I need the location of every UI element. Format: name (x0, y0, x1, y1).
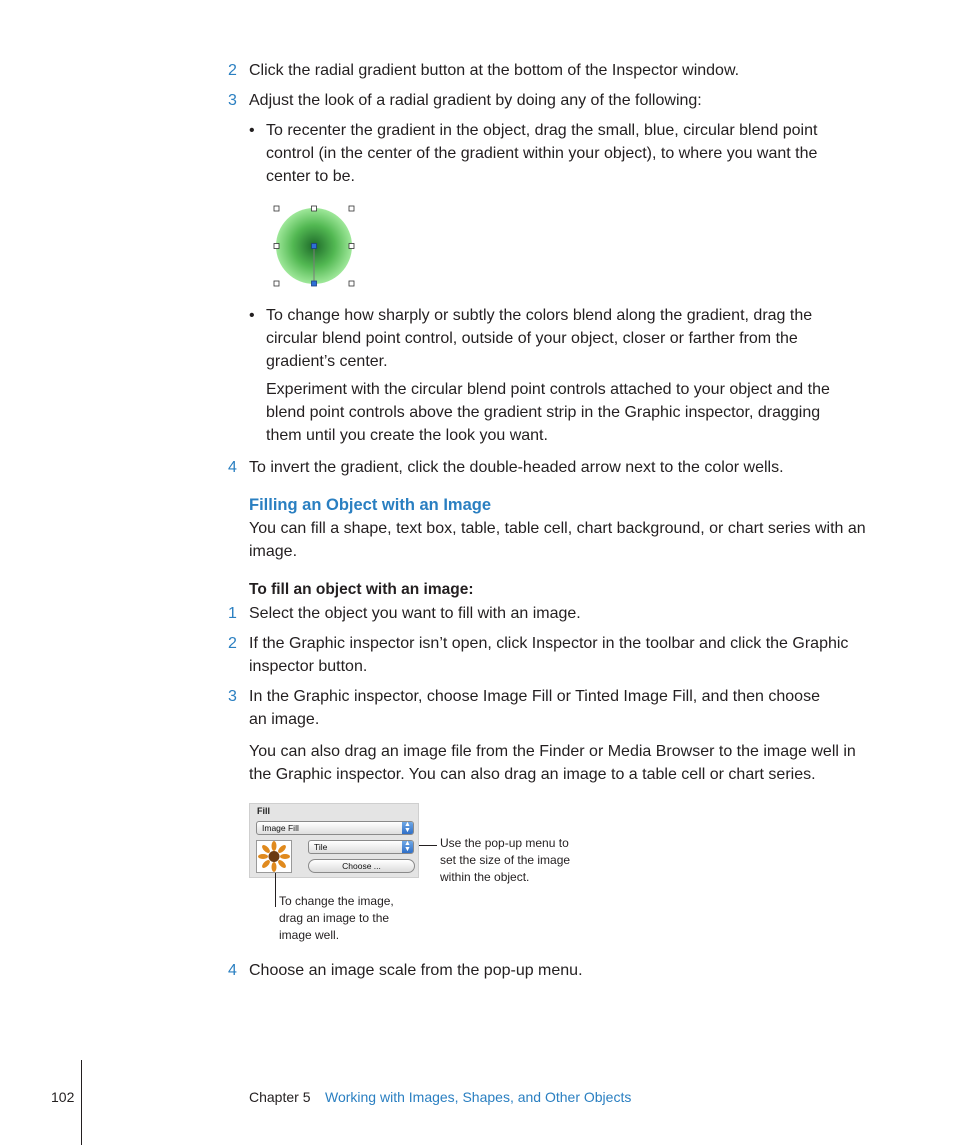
bullet-line: center to be. (266, 168, 355, 185)
scale-value: Tile (314, 842, 328, 852)
fill-type-value: Image Fill (262, 823, 299, 833)
section-heading: Filling an Object with an Image (249, 496, 492, 514)
fill-inspector-panel (249, 803, 419, 878)
edge-blend-point (312, 281, 317, 286)
step-number: 2 (228, 635, 237, 652)
step-text: Adjust the look of a radial gradient by doing any of the following: (249, 92, 702, 109)
intro-line: You can fill a shape, text box, table, table cell, chart background, or chart series with an (249, 520, 866, 537)
choose-button[interactable]: Choose ... (308, 859, 415, 873)
step-number: 4 (228, 459, 237, 476)
step-text: To invert the gradient, click the double-headed arrow next to the color wells. (249, 459, 784, 476)
also-line: You can also drag an image file from the Finder or Media Browser to the image well in (249, 743, 856, 760)
callout-text: drag an image to the (279, 911, 390, 925)
bullet-line: control (in the center of the gradient within your object), to where you want the (266, 145, 818, 162)
fill-type-popup[interactable] (256, 821, 414, 835)
center-blend-point (312, 244, 317, 249)
callout-text: Use the pop-up menu to (440, 836, 569, 850)
step-number: 3 (228, 688, 237, 705)
radial-gradient-figure (270, 203, 358, 291)
fill-label: Fill (257, 806, 270, 816)
popup-arrows-icon: ▲ ▼ (402, 841, 413, 853)
step-text: an image. (249, 711, 320, 728)
step-text: Click the radial gradient button at the bottom of the Inspector window. (249, 62, 740, 79)
step-text: If the Graphic inspector isn’t open, click Inspector in the toolbar and click the Graphic (249, 635, 849, 652)
page-number: 102 (51, 1089, 75, 1105)
bullet-marker: • (249, 307, 255, 324)
image-well[interactable] (256, 840, 292, 873)
step-text: In the Graphic inspector, choose Image Fill or Tinted Image Fill, and then choose (249, 688, 820, 705)
experiment-line: them until you create the look you want. (266, 427, 548, 444)
callout-text: image well. (279, 928, 340, 942)
bullet-line: To change how sharply or subtly the colors blend along the gradient, drag the (266, 307, 813, 324)
step-text: Select the object you want to fill with an image. (249, 605, 581, 622)
experiment-line: blend point controls above the gradient strip in the Graphic inspector, dragging (266, 404, 821, 421)
also-line: the Graphic inspector. You can also drag an image to a table cell or chart series. (249, 766, 816, 783)
callout-text: within the object. (440, 870, 530, 884)
step-number: 3 (228, 92, 237, 109)
callout-text: set the size of the image (440, 853, 571, 867)
step-text: Choose an image scale from the pop-up menu. (249, 962, 583, 979)
step-number: 4 (228, 962, 237, 979)
footer-rule (81, 1060, 82, 1145)
bullet-marker: • (249, 122, 255, 139)
task-heading: To fill an object with an image: (249, 581, 474, 598)
callout-text: To change the image, (279, 894, 394, 908)
experiment-line: Experiment with the circular blend point controls attached to your object and the (266, 381, 830, 398)
scale-popup[interactable] (308, 840, 414, 854)
popup-arrows-icon: ▲ ▼ (402, 822, 413, 834)
chapter-label: Chapter 5 (249, 1089, 311, 1105)
step-number: 2 (228, 62, 237, 79)
step-text: inspector button. (249, 658, 368, 675)
sunflower-icon (257, 841, 291, 872)
intro-line: image. (249, 543, 298, 560)
callout-leader-line (419, 845, 437, 846)
chapter-title-link[interactable]: Working with Images, Shapes, and Other Objects (325, 1089, 632, 1105)
bullet-line: To recenter the gradient in the object, drag the small, blue, circular blend point (266, 122, 818, 139)
step-number: 1 (228, 605, 237, 622)
bullet-line: circular blend point control, outside of your object, closer or farther from the (266, 330, 798, 347)
bullet-line: gradient’s center. (266, 353, 388, 370)
callout-leader-line (275, 873, 276, 907)
